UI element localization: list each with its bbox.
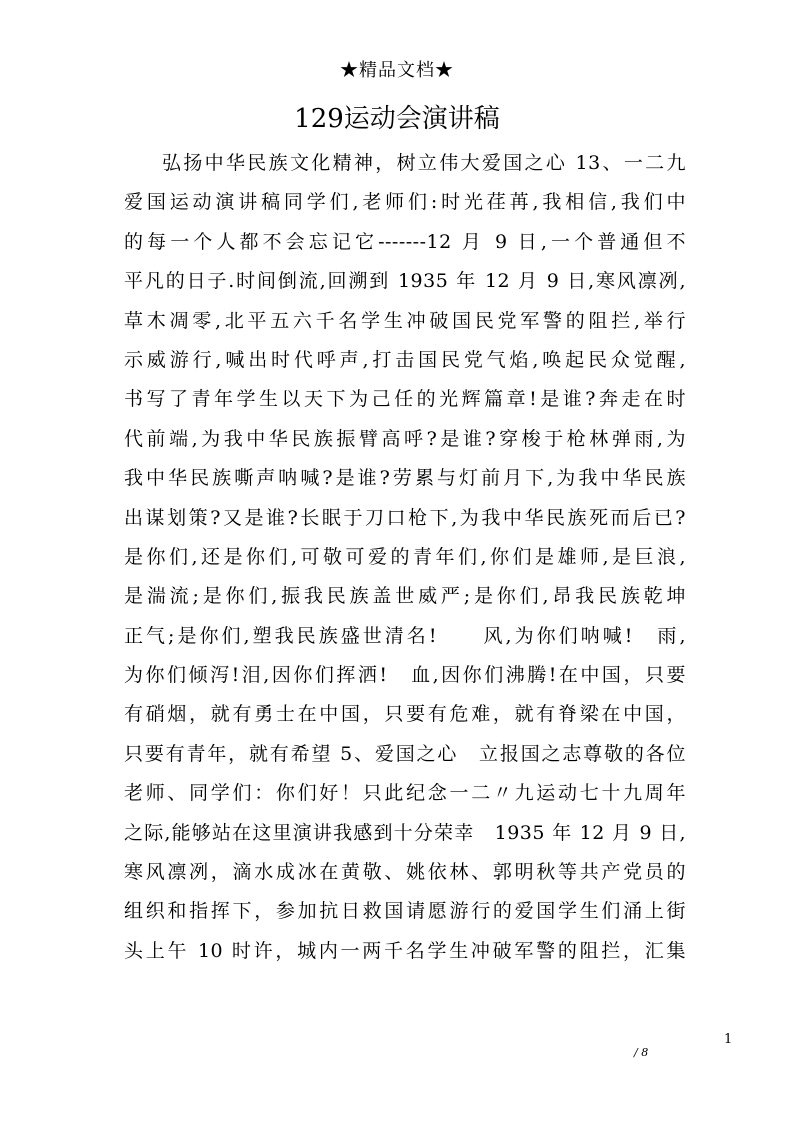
body-line: 我中华民族嘶声呐喊?是谁?劳累与灯前月下,为我中华民族 <box>124 467 686 490</box>
body-line: 寒风凛冽，滴水成冰在黄敬、姚依林、郭明秋等共产党员的 <box>124 861 686 884</box>
body-line: 老师、同学们：你们好！只此纪念一二〃九运动七十九周年 <box>124 782 686 805</box>
body-line: 代前端,为我中华民族振臂高呼?是谁?穿梭于枪林弹雨,为 <box>124 427 686 450</box>
body-line: 书写了青年学生以天下为己任的光辉篇章!是谁?奔走在时 <box>124 388 686 411</box>
document-body <box>124 144 686 971</box>
body-line: 示威游行,喊出时代呼声,打击国民党气焰,唤起民众觉醒, <box>124 348 686 371</box>
body-line: 之际,能够站在这里演讲我感到十分荣幸 1935 年 12 月 9 日, <box>124 821 686 844</box>
document-header-label: ★精品文档★ <box>340 60 454 81</box>
page-total: / 8 <box>634 1046 649 1059</box>
body-line: 平凡的日子.时间倒流,回溯到 1935 年 12 月 9 日,寒风凛冽, <box>124 270 686 293</box>
body-line: 组织和指挥下，参加抗日救国请愿游行的爱国学生们涌上街 <box>124 900 686 923</box>
body-line: 只要有青年，就有希望 5、爱国之心 立报国之志尊敬的各位 <box>124 742 686 765</box>
page-number: 1 <box>724 1032 733 1047</box>
body-line: 草木凋零,北平五六千名学生冲破国民党军警的阻拦,举行 <box>124 309 686 332</box>
body-line: 爱国运动演讲稿同学们,老师们:时光荏苒,我相信,我们中 <box>124 191 686 214</box>
body-line: 出谋划策?又是谁?长眠于刀口枪下,为我中华民族死而后已? <box>124 506 686 529</box>
body-line: 头上午 10 时许，城内一两千名学生冲破军警的阻拦，汇集 <box>124 939 686 962</box>
document-title: 129运动会演讲稿 <box>294 104 500 134</box>
body-line: 为你们倾泻!泪,因你们挥洒! 血,因你们沸腾!在中国，只要 <box>124 664 686 687</box>
body-line: 有硝烟，就有勇士在中国，只要有危难，就有脊梁在中国， <box>124 703 686 726</box>
body-line: 的每一个人都不会忘记它-------12 月 9 日,一个普通但不 <box>124 230 686 253</box>
body-line: 正气;是你们,塑我民族盛世清名! 风,为你们呐喊! 雨, <box>124 624 686 647</box>
body-line: 是你们,还是你们,可敬可爱的青年们,你们是雄师,是巨浪, <box>124 545 686 568</box>
body-line: 是湍流;是你们,振我民族盖世威严;是你们,昂我民族乾坤 <box>124 585 686 608</box>
body-line: 弘扬中华民族文化精神，树立伟大爱国之心 13、一二九 <box>162 152 686 174</box>
